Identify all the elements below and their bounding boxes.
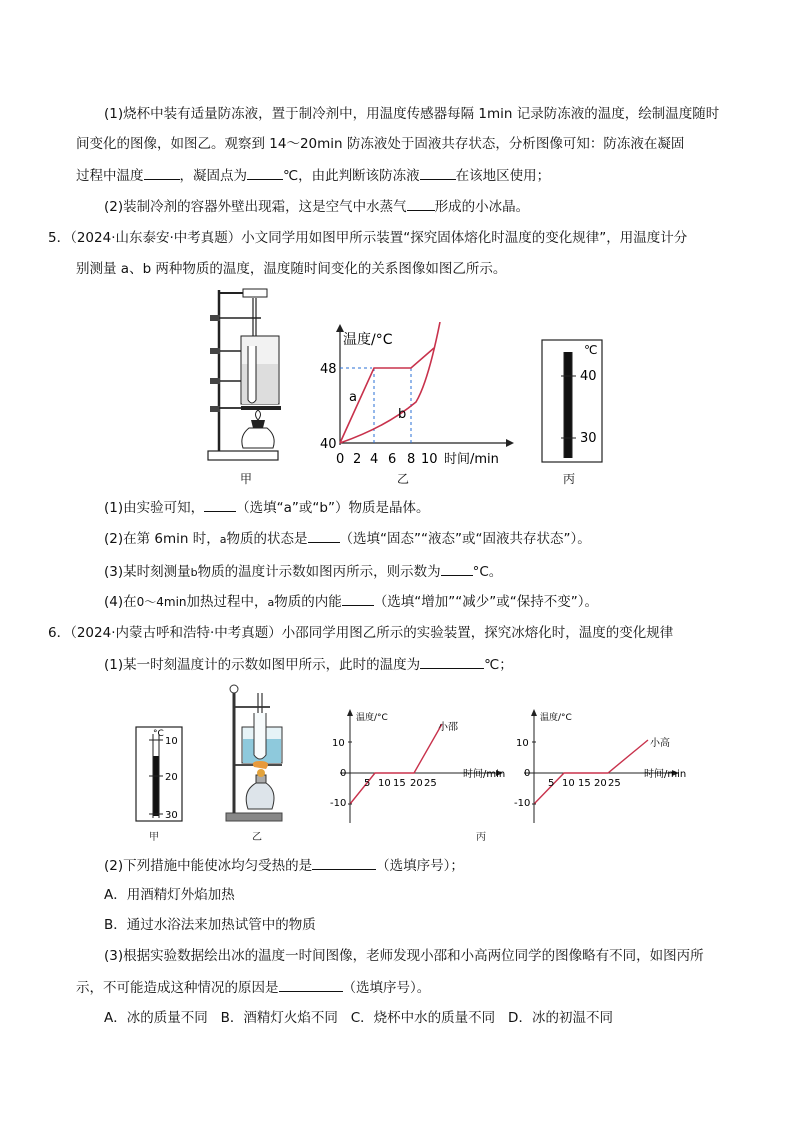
text: 物质的状态是 (226, 531, 308, 547)
text: 示，不可能造成这种情况的原因是 (76, 980, 279, 996)
q6-apparatus-figure (220, 683, 290, 827)
x-tick: 10 (421, 452, 438, 467)
text: (1)由实验可知， (104, 500, 205, 516)
q5-fig-label-yi: 乙 (397, 472, 410, 486)
q5-fig-label-jia: 甲 (240, 472, 253, 486)
thermo-tick-30: 30 (580, 431, 597, 446)
y-tick: -10 (514, 798, 531, 809)
q5-sub-4 (104, 591, 598, 613)
text: 过程中温度 (76, 168, 144, 184)
answer-blank[interactable] (420, 165, 456, 180)
q6-graph-xiaoshao (330, 708, 520, 828)
thermo-unit: °C (153, 729, 164, 739)
x-tick: 10 (562, 778, 575, 789)
q6-sub-2 (104, 855, 464, 876)
graph-x-label: 时间/min (444, 452, 499, 467)
text: （选填“增加”“减少”或“保持不变”）。 (373, 594, 598, 610)
q6-heading: 6．（2024·内蒙古呼和浩特·中考真题）小邵同学用图乙所示的实验装置，探究冰熔化时，温度的变化规律 (48, 625, 674, 641)
q5-apparatus-figure (205, 286, 285, 466)
series-label: 小邵 (438, 722, 458, 733)
answer-blank[interactable] (407, 196, 435, 211)
series-a-label: a (349, 390, 357, 405)
x-tick: 20 (594, 778, 607, 789)
text: b (190, 566, 198, 579)
q6-fig-label-jia: 甲 (149, 832, 159, 843)
text: 加热过程中， (186, 594, 268, 610)
text: (1)某一时刻温度计的示数如图甲所示，此时的温度为 (104, 657, 421, 673)
answer-blank[interactable] (247, 165, 283, 180)
intro-line-3 (76, 165, 550, 186)
y-tick: 0 (340, 768, 347, 779)
x-tick: 20 (410, 778, 423, 789)
y-tick: 0 (524, 768, 531, 779)
x-tick: 15 (393, 778, 406, 789)
text: 形成的小冰晶。 (434, 199, 530, 215)
text: （选填序号）。 (342, 980, 431, 996)
q5-heading-1: 5．（2024·山东泰安·中考真题）小文同学用如图甲所示装置“探究固体熔化时温度的变化规律”，用温度计分 (48, 230, 688, 246)
intro-line-1: (1)烧杯中装有适量防冻液，置于制冷剂中，用温度传感器每隔 1min 记录防冻液的温度，绘制温度随时 (104, 106, 720, 122)
answer-blank[interactable] (312, 855, 376, 870)
y-tick: 10 (516, 738, 529, 749)
x-tick: 8 (407, 452, 416, 467)
q5-temp-time-graph (316, 322, 516, 472)
answer-blank[interactable] (441, 561, 473, 576)
q6-fig-label-yi: 乙 (252, 832, 262, 843)
text: a (267, 596, 275, 609)
text: （选填序号）； (376, 858, 464, 874)
y-tick: -10 (330, 798, 347, 809)
y-tick-48: 48 (320, 362, 337, 377)
series-label: 小高 (650, 738, 670, 749)
text: (2)下列措施中能使冰均匀受热的是 (104, 858, 313, 874)
text: (3)某时刻测量 (104, 564, 191, 580)
text: 物质的温度计示数如图丙所示，则示数为 (197, 564, 441, 580)
text: ℃； (484, 657, 513, 673)
q6-graph-xiaogao (506, 708, 696, 828)
q5-sub-2 (104, 528, 591, 550)
thermo-tick-20: 20 (165, 772, 178, 783)
thermo-tick-40: 40 (580, 369, 597, 384)
text: °C。 (472, 564, 503, 580)
text: (2)装制冷剂的容器外壁出现霜，这是空气中水蒸气 (104, 199, 407, 215)
q6-options-row: A．冰的质量不同 B．酒精灯火焰不同 C．烧杯中水的质量不同 D．冰的初温不同 (104, 1010, 613, 1026)
y-tick-40: 40 (320, 437, 337, 452)
thermo-tick-10: 10 (165, 736, 178, 747)
q6-thermometer-figure (135, 726, 185, 824)
thermo-tick-30: 30 (165, 810, 178, 821)
q5-thermometer-figure (540, 338, 620, 466)
x-tick: 5 (548, 778, 555, 789)
q5-heading-2: 别测量 a、b 两种物质的温度，温度随时间变化的关系图像如图乙所示。 (76, 261, 507, 277)
text: ，凝固点为 (179, 168, 247, 184)
x-tick: 2 (353, 452, 362, 467)
x-tick: 5 (364, 778, 371, 789)
text: (4)在 (104, 594, 137, 610)
x-tick: 0 (336, 452, 345, 467)
q5-sub-3 (104, 561, 502, 583)
y-tick: 10 (332, 738, 345, 749)
q6-fig-label-bing: 丙 (476, 832, 486, 843)
answer-blank[interactable] (204, 497, 236, 512)
q6-sub-3-line-2 (76, 977, 430, 998)
q6-option-a: A．用酒精灯外焰加热 (104, 887, 235, 903)
x-tick: 15 (578, 778, 591, 789)
x-tick: 6 (388, 452, 397, 467)
intro-line-2: 间变化的图像，如图乙。观察到 14～20min 防冻液处于固液共存状态，分析图像可知：防冻液在凝固 (76, 136, 685, 152)
graph-y-label: 温度/°C (343, 332, 393, 348)
q5-fig-label-bing: 丙 (563, 472, 576, 486)
answer-blank[interactable] (342, 591, 374, 606)
text: 物质的内能 (274, 594, 342, 610)
text: (2)在第 6min 时， (104, 531, 220, 547)
x-tick: 10 (378, 778, 391, 789)
q6-sub-1 (104, 654, 513, 675)
answer-blank[interactable] (144, 165, 180, 180)
graph-x-label: 时间/min (644, 769, 687, 780)
graph-y-label: 温度/°C (356, 713, 388, 723)
graph-x-label: 时间/min (463, 769, 506, 780)
text: （选填“a”或“b”）物质是晶体。 (236, 500, 430, 516)
graph-y-label: 温度/°C (540, 713, 572, 723)
series-b-label: b (398, 407, 407, 422)
text: a (219, 533, 227, 546)
answer-blank[interactable] (420, 654, 484, 669)
q6-option-b: B．通过水浴法来加热试管中的物质 (104, 917, 316, 933)
intro-line-4 (104, 196, 529, 217)
q6-sub-3-line-1: (3)根据实验数据绘出冰的温度一时间图像，老师发现小邵和小高两位同学的图像略有不同，如图丙所 (104, 948, 704, 964)
thermo-unit: ℃ (584, 343, 598, 357)
x-tick: 25 (608, 778, 621, 789)
text: 在该地区使用； (455, 168, 551, 184)
text: 0～4min (136, 595, 187, 609)
answer-blank[interactable] (308, 528, 340, 543)
x-tick: 4 (370, 452, 379, 467)
answer-blank[interactable] (279, 977, 343, 992)
text: ℃，由此判断该防冻液 (283, 168, 420, 184)
text: （选填“固态”“液态”或“固液共存状态”）。 (339, 531, 591, 547)
x-tick: 25 (424, 778, 437, 789)
q5-sub-1 (104, 497, 429, 518)
